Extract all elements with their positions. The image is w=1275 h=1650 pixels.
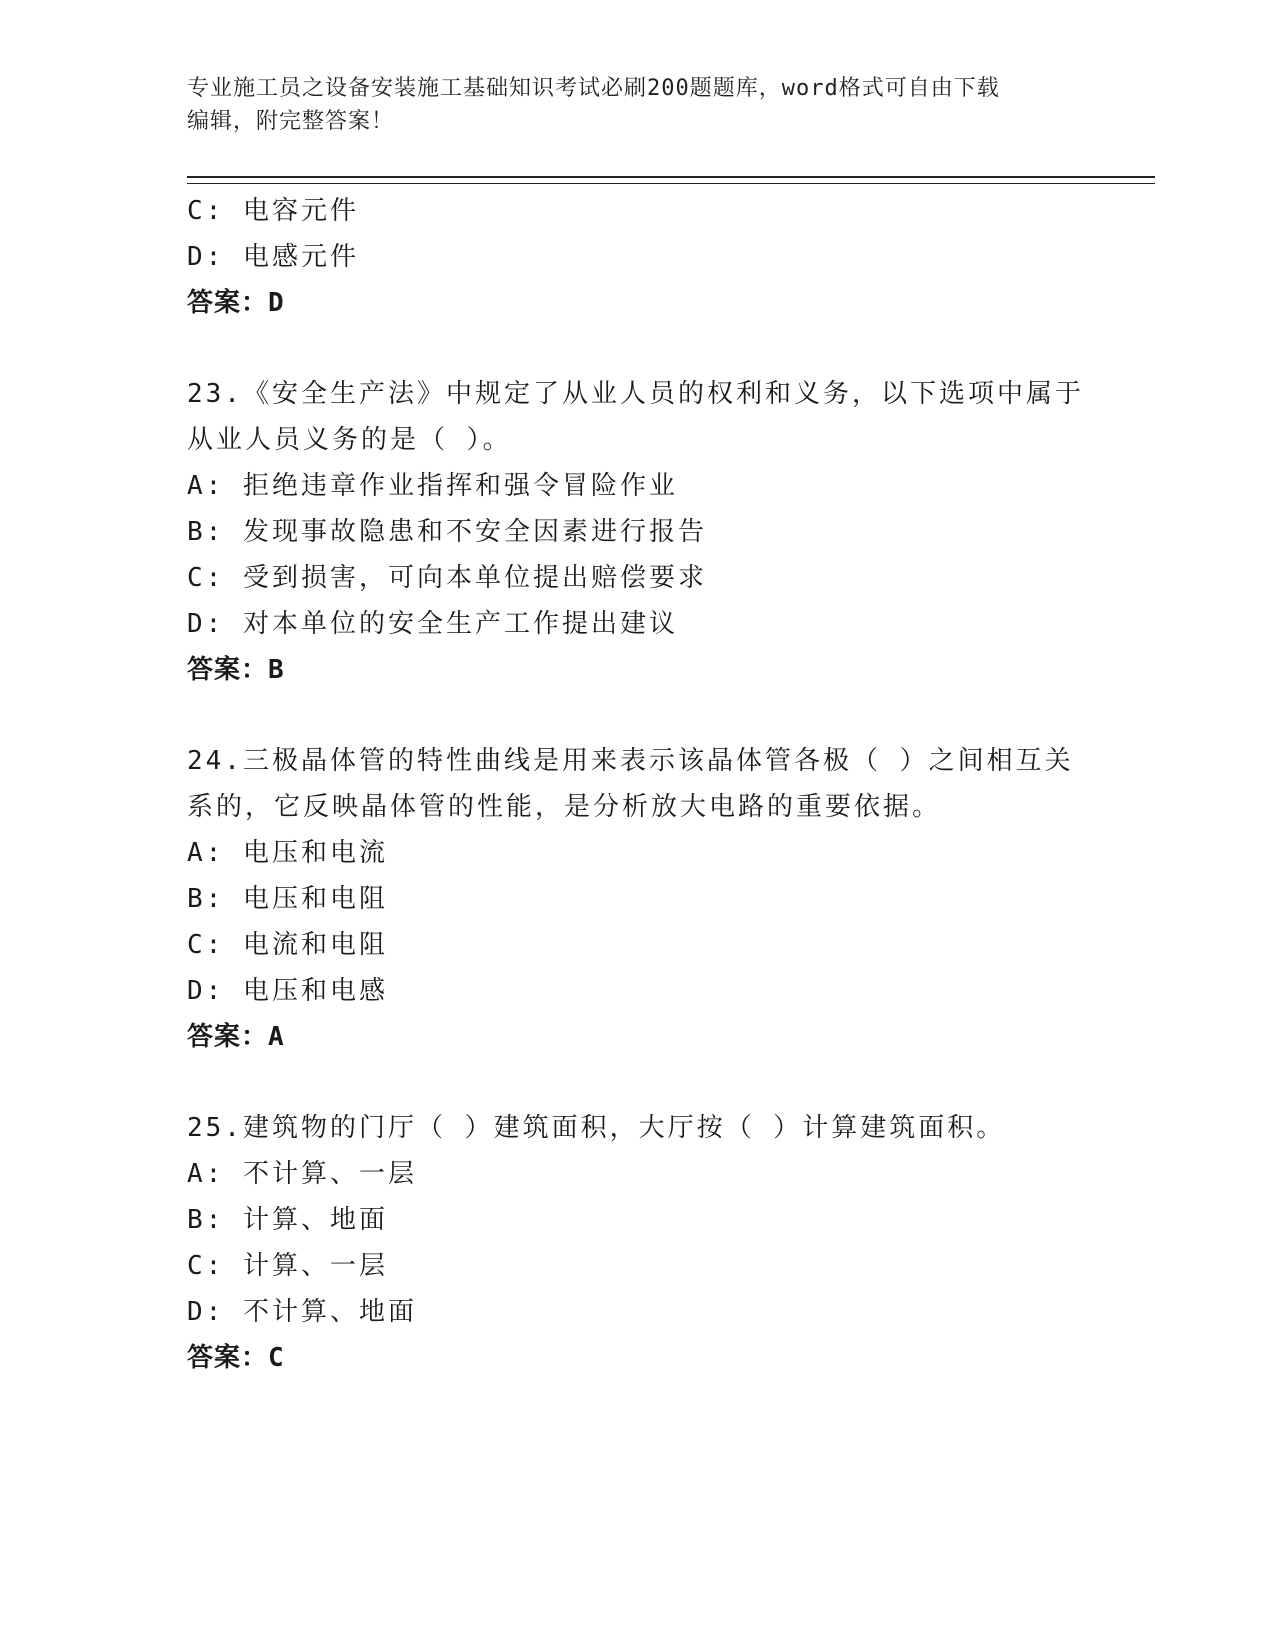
option-d bbox=[187, 234, 1107, 280]
answer-line: 答案：D bbox=[187, 288, 285, 318]
option-key: A: bbox=[187, 471, 225, 501]
question-text-line: 24.三极晶体管的特性曲线是用来表示该晶体管各极（ ）之间相互关 bbox=[187, 746, 1074, 776]
header-divider bbox=[187, 176, 1155, 184]
option-key: C: bbox=[187, 563, 225, 593]
option-c bbox=[187, 555, 1107, 601]
option-key: B: bbox=[187, 517, 225, 547]
answer-line: 答案：C bbox=[187, 1343, 285, 1373]
option-text: 对本单位的安全生产工作提出建议 bbox=[242, 609, 678, 639]
question-24 bbox=[187, 738, 1107, 1060]
option-b bbox=[187, 876, 1107, 922]
option-text: 不计算、一层 bbox=[242, 1159, 417, 1189]
option-a bbox=[187, 1151, 1107, 1197]
question-25 bbox=[187, 1105, 1107, 1381]
option-key: D: bbox=[187, 1297, 225, 1327]
option-text: 受到损害，可向本单位提出赔偿要求 bbox=[242, 563, 707, 593]
question-text-line: 从业人员义务的是（ ）。 bbox=[187, 425, 512, 455]
option-text: 发现事故隐患和不安全因素进行报告 bbox=[242, 517, 707, 547]
option-d bbox=[187, 968, 1107, 1014]
answer-line: 答案：A bbox=[187, 1022, 285, 1052]
option-key: C: bbox=[187, 1251, 225, 1281]
option-b bbox=[187, 1197, 1107, 1243]
option-key: C: bbox=[187, 930, 225, 960]
option-text: 电压和电流 bbox=[242, 838, 388, 868]
option-a bbox=[187, 830, 1107, 876]
option-key: D: bbox=[187, 976, 225, 1006]
question-23 bbox=[187, 371, 1107, 693]
option-text: 计算、一层 bbox=[242, 1251, 388, 1281]
option-key: A: bbox=[187, 1159, 225, 1189]
option-a bbox=[187, 463, 1107, 509]
option-key: C: bbox=[187, 196, 225, 226]
option-text: 电流和电阻 bbox=[242, 930, 388, 960]
option-d bbox=[187, 601, 1107, 647]
option-text: 计算、地面 bbox=[242, 1205, 388, 1235]
option-c bbox=[187, 1243, 1107, 1289]
option-key: B: bbox=[187, 884, 225, 914]
option-text: 电压和电阻 bbox=[242, 884, 388, 914]
question-text-line: 25.建筑物的门厅（ ）建筑面积，大厅按（ ）计算建筑面积。 bbox=[187, 1113, 1006, 1143]
option-c bbox=[187, 922, 1107, 968]
continued-question bbox=[187, 188, 1107, 326]
document-content bbox=[187, 188, 1107, 1426]
option-b bbox=[187, 509, 1107, 555]
question-text-line: 系的，它反映晶体管的性能，是分析放大电路的重要依据。 bbox=[187, 792, 942, 822]
option-text: 电容元件 bbox=[242, 196, 359, 226]
header-line-2: 编辑，附完整答案！ bbox=[187, 109, 395, 134]
option-c bbox=[187, 188, 1107, 234]
page-header bbox=[187, 72, 1087, 138]
option-text: 拒绝违章作业指挥和强令冒险作业 bbox=[242, 471, 678, 501]
option-text: 电感元件 bbox=[242, 242, 359, 272]
header-line-1: 专业施工员之设备安装施工基础知识考试必刷200题题库，word格式可自由下载 bbox=[187, 76, 1000, 101]
question-text-line: 23.《安全生产法》中规定了从业人员的权利和义务，以下选项中属于 bbox=[187, 379, 1084, 409]
option-d bbox=[187, 1289, 1107, 1335]
option-key: A: bbox=[187, 838, 225, 868]
option-text: 不计算、地面 bbox=[242, 1297, 417, 1327]
option-key: D: bbox=[187, 609, 225, 639]
option-key: D: bbox=[187, 242, 225, 272]
option-text: 电压和电感 bbox=[242, 976, 388, 1006]
option-key: B: bbox=[187, 1205, 225, 1235]
answer-line: 答案：B bbox=[187, 655, 285, 685]
